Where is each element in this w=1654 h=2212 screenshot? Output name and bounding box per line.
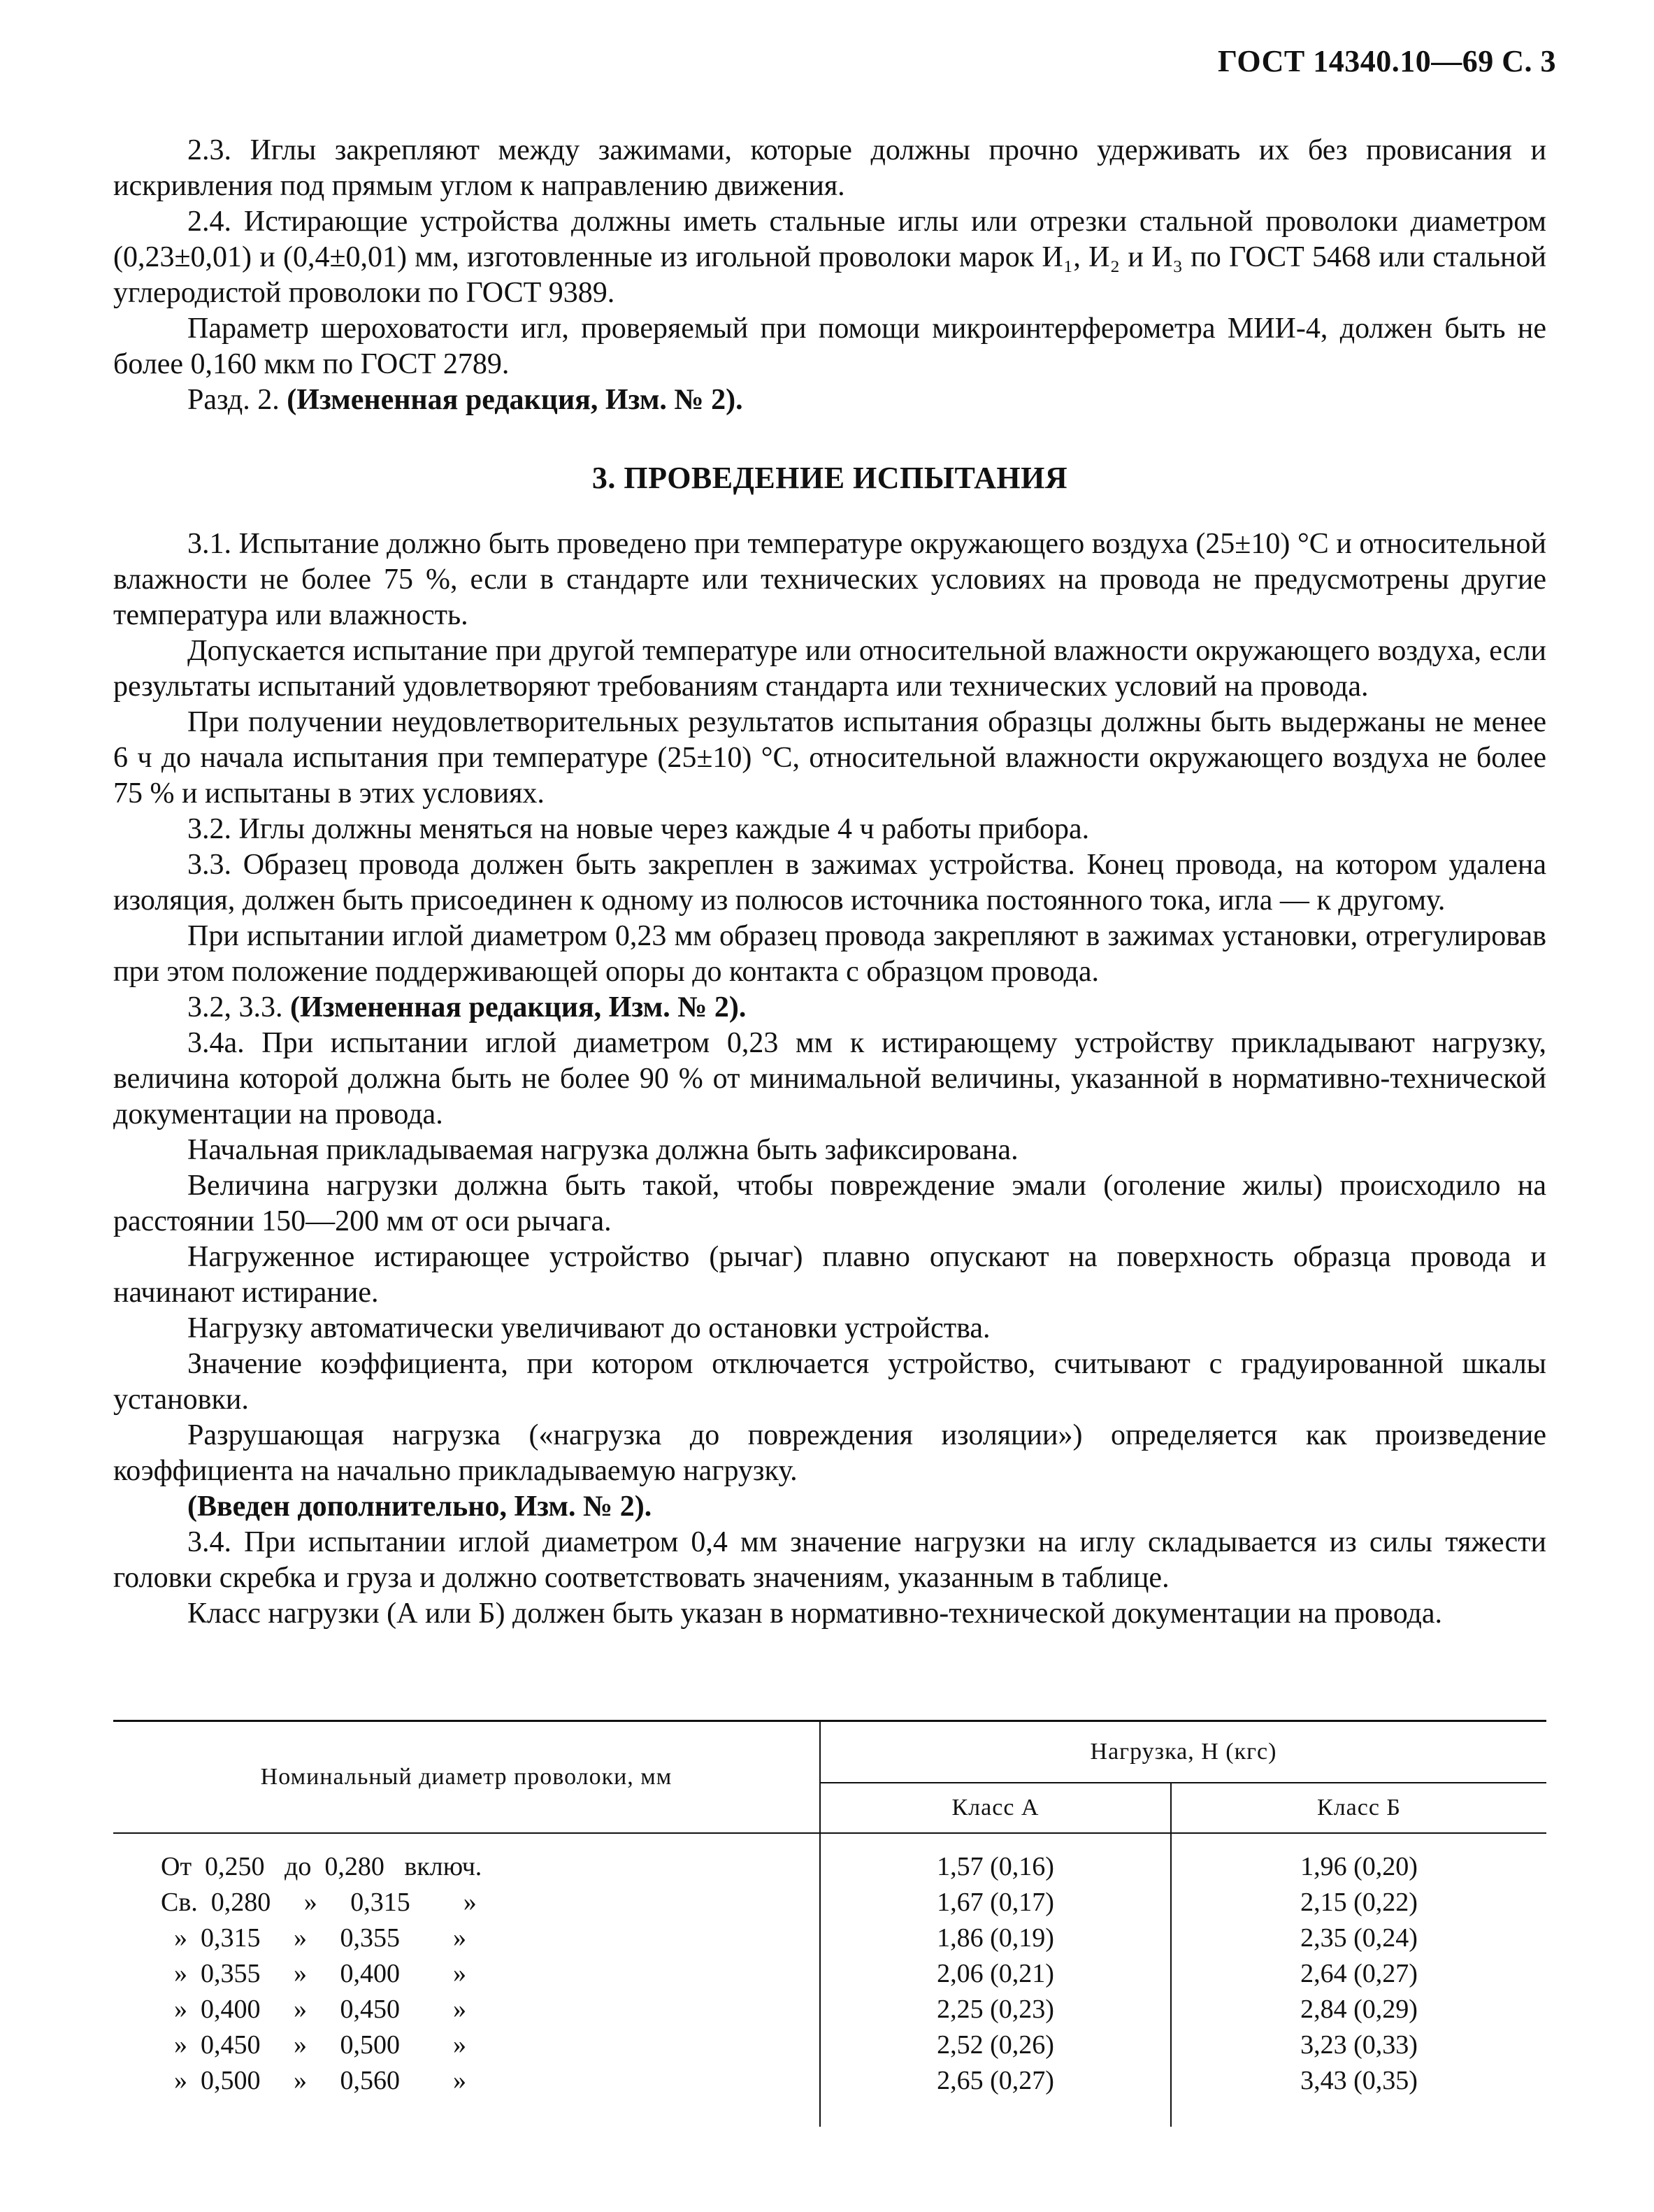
table-row (113, 2063, 1546, 2127)
paragraph-auto-increase: Нагрузку автоматически увеличивают до остановки устройства. (187, 1312, 991, 1344)
cell-class-b: 3,23 (0,33) (1300, 2030, 1418, 2060)
paragraph-3-1: 3.1. Испытание должно быть проведено при температуре окружающего воздуха (25±10) °С и относительной влажности не более 75 %, если в стандарте или технических условиях на провода не предусмотрены другие температура или влажность. (113, 528, 1546, 631)
cell-diameter: От 0,250 до 0,280 включ. (113, 1833, 820, 1885)
paragraph-3-4: 3.4. При испытании иглой диаметром 0,4 мм значение нагрузки на иглу складывается из силы тяжести головки скребка и груза и должно соответствовать значениям, указанным в таблице. (113, 1526, 1546, 1594)
cell-class-b: 2,35 (0,24) (1300, 1923, 1418, 1953)
cell-diameter: Св. 0,280 » 0,315 » (113, 1885, 820, 1920)
cell-class-b: 3,43 (0,35) (1300, 2066, 1418, 2095)
table-header-row (113, 1721, 1546, 1783)
cell-class-a: 2,65 (0,27) (820, 2063, 1171, 2127)
cell-diameter: » 0,355 » 0,400 » (113, 1956, 820, 1992)
table-row (113, 2027, 1546, 2063)
table-row (113, 1920, 1546, 1956)
paragraph-initial-load: Начальная прикладываемая нагрузка должна быть зафиксирована. (187, 1134, 1019, 1166)
cell-class-b: 2,84 (0,29) (1300, 1995, 1418, 2024)
paragraph-roughness: Параметр шероховатости игл, проверяемый при помощи микроинтерферометра МИИ-4, должен быть не более 0,160 мкм по ГОСТ 2789. (113, 313, 1546, 380)
paragraph-3-1-retest: При получении неудовлетворительных результатов испытания образцы должны быть выдержаны не менее 6 ч до начала испытания при температуре (25±10) °С, относительной влажности окружающего воздуха не более 75 % и испытаны в этих условиях. (113, 706, 1546, 810)
header-class-a: Класс А (820, 1783, 1171, 1833)
cell-class-a: 1,86 (0,19) (820, 1920, 1171, 1956)
amendment-note-3-2-3-3 (113, 990, 1546, 1026)
amendment-prefix: Разд. 2. (187, 384, 287, 416)
paragraph-3-4a: 3.4а. При испытании иглой диаметром 0,23 мм к истирающему устройству прикладывают нагрузку, величина которой должна быть не более 90 % от минимальной величины, указанной в нормативно-технической документации на провода. (113, 1027, 1546, 1130)
amendment-bold: (Измененная редакция, Изм. № 2). (287, 384, 743, 416)
paragraph-coefficient: Значение коэффициента, при котором отключается устройство, считывают с градуированной шкалы установки. (113, 1348, 1546, 1416)
table-row (113, 1956, 1546, 1992)
cell-class-a: 2,52 (0,26) (820, 2027, 1171, 2063)
paragraph-3-3-needle: При испытании иглой диаметром 0,23 мм образец провода закрепляют в зажимах установки, отрегулировав при этом положение поддерживающей опоры до контакта с образцом провода. (113, 920, 1546, 988)
cell-class-b: 2,15 (0,22) (1300, 1888, 1418, 1917)
table-row (113, 1833, 1546, 1885)
cell-class-b: 1,96 (0,20) (1300, 1852, 1418, 1881)
amendment-note-added: (Введен дополнительно, Изм. № 2). (187, 1491, 652, 1523)
paragraph-2-3: 2.3. Иглы закрепляют между зажимами, которые должны прочно удерживать их без провисания и искривления под прямым углом к направлению движения. (113, 134, 1546, 202)
load-table-container (113, 1720, 1546, 2127)
header-load: Нагрузка, Н (кгс) (820, 1721, 1546, 1783)
cell-class-a: 1,67 (0,17) (820, 1885, 1171, 1920)
cell-diameter: » 0,315 » 0,355 » (113, 1920, 820, 1956)
cell-diameter: » 0,450 » 0,500 » (113, 2027, 820, 2063)
cell-class-a: 1,57 (0,16) (820, 1833, 1171, 1885)
paragraph-lever: Нагруженное истирающее устройство (рычаг) плавно опускают на поверхность образца провода и начинают истирание. (113, 1241, 1546, 1309)
paragraph-load-class: Класс нагрузки (А или Б) должен быть указан в нормативно-технической документации на провода. (187, 1597, 1443, 1630)
page-header: ГОСТ 14340.10—69 С. 3 (1217, 44, 1556, 78)
amendment-note-section-2 (113, 382, 1546, 418)
section-title: 3. ПРОВЕДЕНИЕ ИСПЫТАНИЯ (591, 461, 1068, 495)
cell-class-a: 2,06 (0,21) (820, 1956, 1171, 1992)
amendment-bold: (Измененная редакция, Изм. № 2). (290, 991, 747, 1024)
paragraph-3-3: 3.3. Образец провода должен быть закреплен в зажимах устройства. Конец провода, на котором удалена изоляция, должен быть присоединен к одному из полюсов источника постоянного тока, игла — к другому. (113, 849, 1546, 917)
paragraph-load-value: Величина нагрузки должна быть такой, чтобы повреждение эмали (оголение жилы) происходило на расстоянии 150—200 мм от оси рычага. (113, 1170, 1546, 1237)
cell-diameter: » 0,500 » 0,560 » (113, 2063, 820, 2127)
document-body (113, 133, 1546, 1632)
load-table (113, 1720, 1546, 2127)
table-row (113, 1885, 1546, 1920)
cell-class-b: 2,64 (0,27) (1300, 1959, 1418, 1988)
cell-diameter: » 0,400 » 0,450 » (113, 1992, 820, 2027)
table-row (113, 1992, 1546, 2027)
header-class-b: Класс Б (1171, 1783, 1546, 1833)
paragraph-3-2: 3.2. Иглы должны меняться на новые через каждые 4 ч работы прибора. (187, 813, 1090, 845)
paragraph-2-4: 2.4. Истирающие устройства должны иметь стальные иглы или отрезки стальной проволоки диаметром (0,23±0,01) и (0,4±0,01) мм, изготовленные из игольной проволоки марок И₁, И₂ и И₃ по ГОСТ 5468 или стальной углеродистой проволоки по ГОСТ 9389. (113, 206, 1546, 309)
header-diameter: Номинальный диаметр проволоки, мм (113, 1721, 820, 1834)
paragraph-breaking-load: Разрушающая нагрузка («нагрузка до повреждения изоляции») определяется как произведение коэффициента на начально прикладываемую нагрузку. (113, 1419, 1546, 1487)
paragraph-3-1-allowance: Допускается испытание при другой температуре или относительной влажности окружающего воздуха, если результаты испытаний удовлетворяют требованиям стандарта или технических условий на провода. (113, 635, 1546, 703)
amendment-prefix: 3.2, 3.3. (187, 991, 290, 1024)
cell-class-a: 2,25 (0,23) (820, 1992, 1171, 2027)
